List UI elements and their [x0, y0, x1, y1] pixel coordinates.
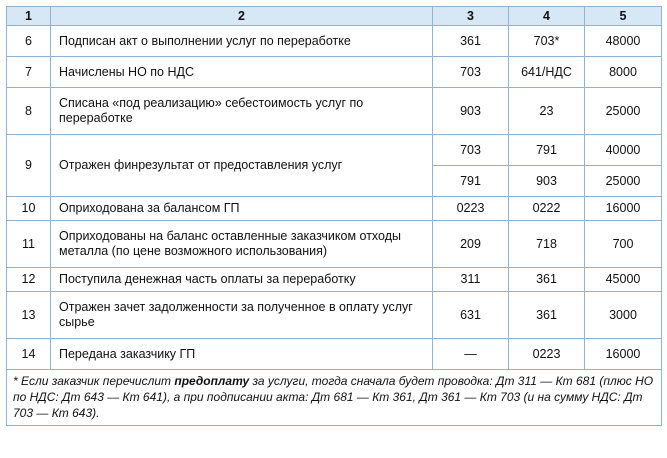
- row-number: 6: [7, 26, 51, 57]
- table-row: [7, 57, 662, 88]
- debit-account: —: [433, 339, 509, 370]
- amount: 16000: [585, 197, 662, 221]
- row-number: 10: [7, 197, 51, 221]
- amount: 8000: [585, 57, 662, 88]
- debit-account: 0223: [433, 197, 509, 221]
- credit-account: 0223: [509, 339, 585, 370]
- row-description: Оприходована за балансом ГП: [51, 197, 433, 221]
- debit-account: 791: [433, 166, 509, 197]
- header-cell-4: 4: [509, 7, 585, 26]
- row-number: 11: [7, 221, 51, 268]
- amount: 45000: [585, 268, 662, 292]
- debit-account: 209: [433, 221, 509, 268]
- footnote-text-before: * Если заказчик перечислит: [13, 374, 175, 388]
- debit-account: 361: [433, 26, 509, 57]
- row-number: 13: [7, 292, 51, 339]
- row-description: Отражен финрезультат от предоставления услуг: [51, 135, 433, 197]
- header-cell-1: 1: [7, 7, 51, 26]
- row-number: 8: [7, 88, 51, 135]
- amount: 48000: [585, 26, 662, 57]
- table-row: [7, 26, 662, 57]
- credit-account: 23: [509, 88, 585, 135]
- row-description: Передана заказчику ГП: [51, 339, 433, 370]
- table-row: [7, 197, 662, 221]
- table-row: [7, 268, 662, 292]
- credit-account: 641/НДС: [509, 57, 585, 88]
- row-description: Подписан акт о выполнении услуг по переработке: [51, 26, 433, 57]
- header-cell-5: 5: [585, 7, 662, 26]
- credit-account: 718: [509, 221, 585, 268]
- amount: 40000: [585, 135, 662, 166]
- debit-account: 311: [433, 268, 509, 292]
- footnote-bold-term: предоплату: [174, 374, 250, 388]
- credit-account: 903: [509, 166, 585, 197]
- debit-account: 631: [433, 292, 509, 339]
- amount: 16000: [585, 339, 662, 370]
- postings-table: [6, 6, 662, 426]
- row-description: Отражен зачет задолженности за полученное в оплату услуг сырье: [51, 292, 433, 339]
- row-number: 9: [7, 135, 51, 197]
- table-row: [7, 88, 662, 135]
- row-description: Оприходованы на баланс оставленные заказчиком отходы металла (по цене возможного использования): [51, 221, 433, 268]
- row-description: Поступила денежная часть оплаты за переработку: [51, 268, 433, 292]
- document-page: [6, 6, 661, 426]
- table-row: [7, 339, 662, 370]
- credit-account: 361: [509, 268, 585, 292]
- row-number: 14: [7, 339, 51, 370]
- header-row: [7, 7, 662, 26]
- credit-account: 0222: [509, 197, 585, 221]
- footnote: [7, 370, 662, 426]
- debit-account: 703: [433, 135, 509, 166]
- amount: 25000: [585, 166, 662, 197]
- footnote-row: [7, 370, 662, 426]
- amount: 700: [585, 221, 662, 268]
- credit-account: 703*: [509, 26, 585, 57]
- credit-account: 791: [509, 135, 585, 166]
- amount: 3000: [585, 292, 662, 339]
- row-description: Списана «под реализацию» себестоимость услуг по переработке: [51, 88, 433, 135]
- header-cell-3: 3: [433, 7, 509, 26]
- row-number: 12: [7, 268, 51, 292]
- table-row: [7, 135, 662, 166]
- header-cell-2: 2: [51, 7, 433, 26]
- row-description: Начислены НО по НДС: [51, 57, 433, 88]
- credit-account: 361: [509, 292, 585, 339]
- debit-account: 903: [433, 88, 509, 135]
- footnote-text-after: за услуги, тогда сначала будет проводка: Дт 311 — Кт 681 (плюс НО по НДС: Дт 643 — Кт 641), а при подписании акта: Дт 681 — Кт 361, Дт 361 — Кт 703 (и на сумму НДС: Дт 703 — Кт 643).: [13, 374, 654, 420]
- table-row: [7, 292, 662, 339]
- table-row: [7, 221, 662, 268]
- amount: 25000: [585, 88, 662, 135]
- row-number: 7: [7, 57, 51, 88]
- debit-account: 703: [433, 57, 509, 88]
